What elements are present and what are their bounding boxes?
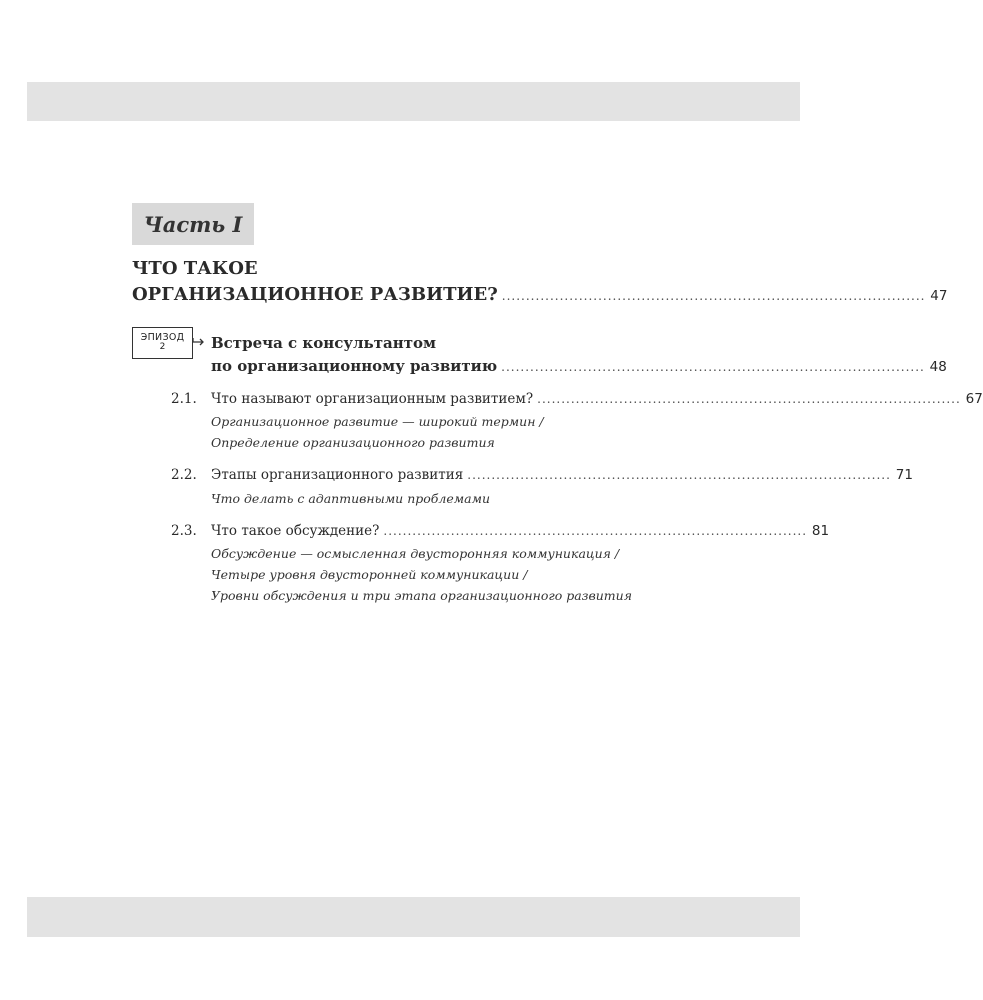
dot-leader: ........................................................................................ bbox=[501, 360, 925, 374]
episode-badge bbox=[132, 327, 193, 359]
section-number: 2.2. bbox=[171, 467, 197, 483]
chapter-title-line2: ОРГАНИЗАЦИОННОЕ РАЗВИТИЕ? bbox=[132, 284, 498, 305]
section-title: Что называют организационным развитием? bbox=[211, 391, 534, 407]
top-gray-band bbox=[27, 82, 800, 121]
section-subtopic: Обсуждение — осмысленная двусторонняя коммуникация / bbox=[211, 546, 620, 561]
section-subtopic: Уровни обсуждения и три этапа организационного развития bbox=[211, 588, 632, 603]
episode-title-line1: Встреча с консультантом bbox=[211, 334, 437, 352]
dot-leader: ........................................................................................ bbox=[501, 289, 926, 303]
part-heading-box bbox=[132, 203, 254, 245]
part-label: Часть I bbox=[143, 211, 243, 237]
section-page-number: 67 bbox=[965, 391, 983, 407]
episode-entry[interactable] bbox=[211, 357, 947, 375]
chapter-title-line1: ЧТО ТАКОЕ bbox=[132, 258, 258, 279]
toc-entry-section-2-2[interactable] bbox=[211, 467, 913, 483]
section-subtopic: Определение организационного развития bbox=[211, 435, 495, 450]
dot-leader: ........................................................................................ bbox=[467, 468, 891, 482]
episode-page-number: 48 bbox=[929, 359, 947, 375]
episode-title-line2: по организационному развитию bbox=[211, 357, 498, 375]
toc-entry-section-2-3[interactable] bbox=[211, 523, 830, 539]
section-title: Этапы организационного развития bbox=[211, 467, 464, 483]
section-number: 2.1. bbox=[171, 391, 197, 407]
episode-badge-label: ЭПИЗОД bbox=[140, 332, 185, 343]
chapter-entry[interactable] bbox=[132, 284, 948, 305]
dot-leader: ........................................................................................ bbox=[383, 524, 808, 538]
section-subtopic: Что делать с адаптивными проблемами bbox=[211, 491, 491, 506]
chapter-title-line1-row bbox=[132, 258, 692, 279]
section-number: 2.3. bbox=[171, 523, 197, 539]
episode-arrow-icon bbox=[192, 336, 206, 348]
dot-leader: ........................................................................................ bbox=[537, 392, 961, 406]
section-subtopic: Организационное развитие — широкий термин / bbox=[211, 414, 544, 429]
section-subtopic: Четыре уровня двусторонней коммуникации / bbox=[211, 567, 528, 582]
chapter-page-number: 47 bbox=[930, 288, 948, 304]
section-page-number: 81 bbox=[811, 523, 830, 539]
toc-entry-section-2-1[interactable] bbox=[211, 391, 983, 407]
section-page-number: 71 bbox=[895, 467, 913, 483]
section-title: Что такое обсуждение? bbox=[211, 523, 380, 539]
episode-badge-number: 2 bbox=[159, 342, 166, 352]
bottom-gray-band bbox=[27, 897, 800, 937]
episode-title-line1-row bbox=[211, 334, 692, 352]
